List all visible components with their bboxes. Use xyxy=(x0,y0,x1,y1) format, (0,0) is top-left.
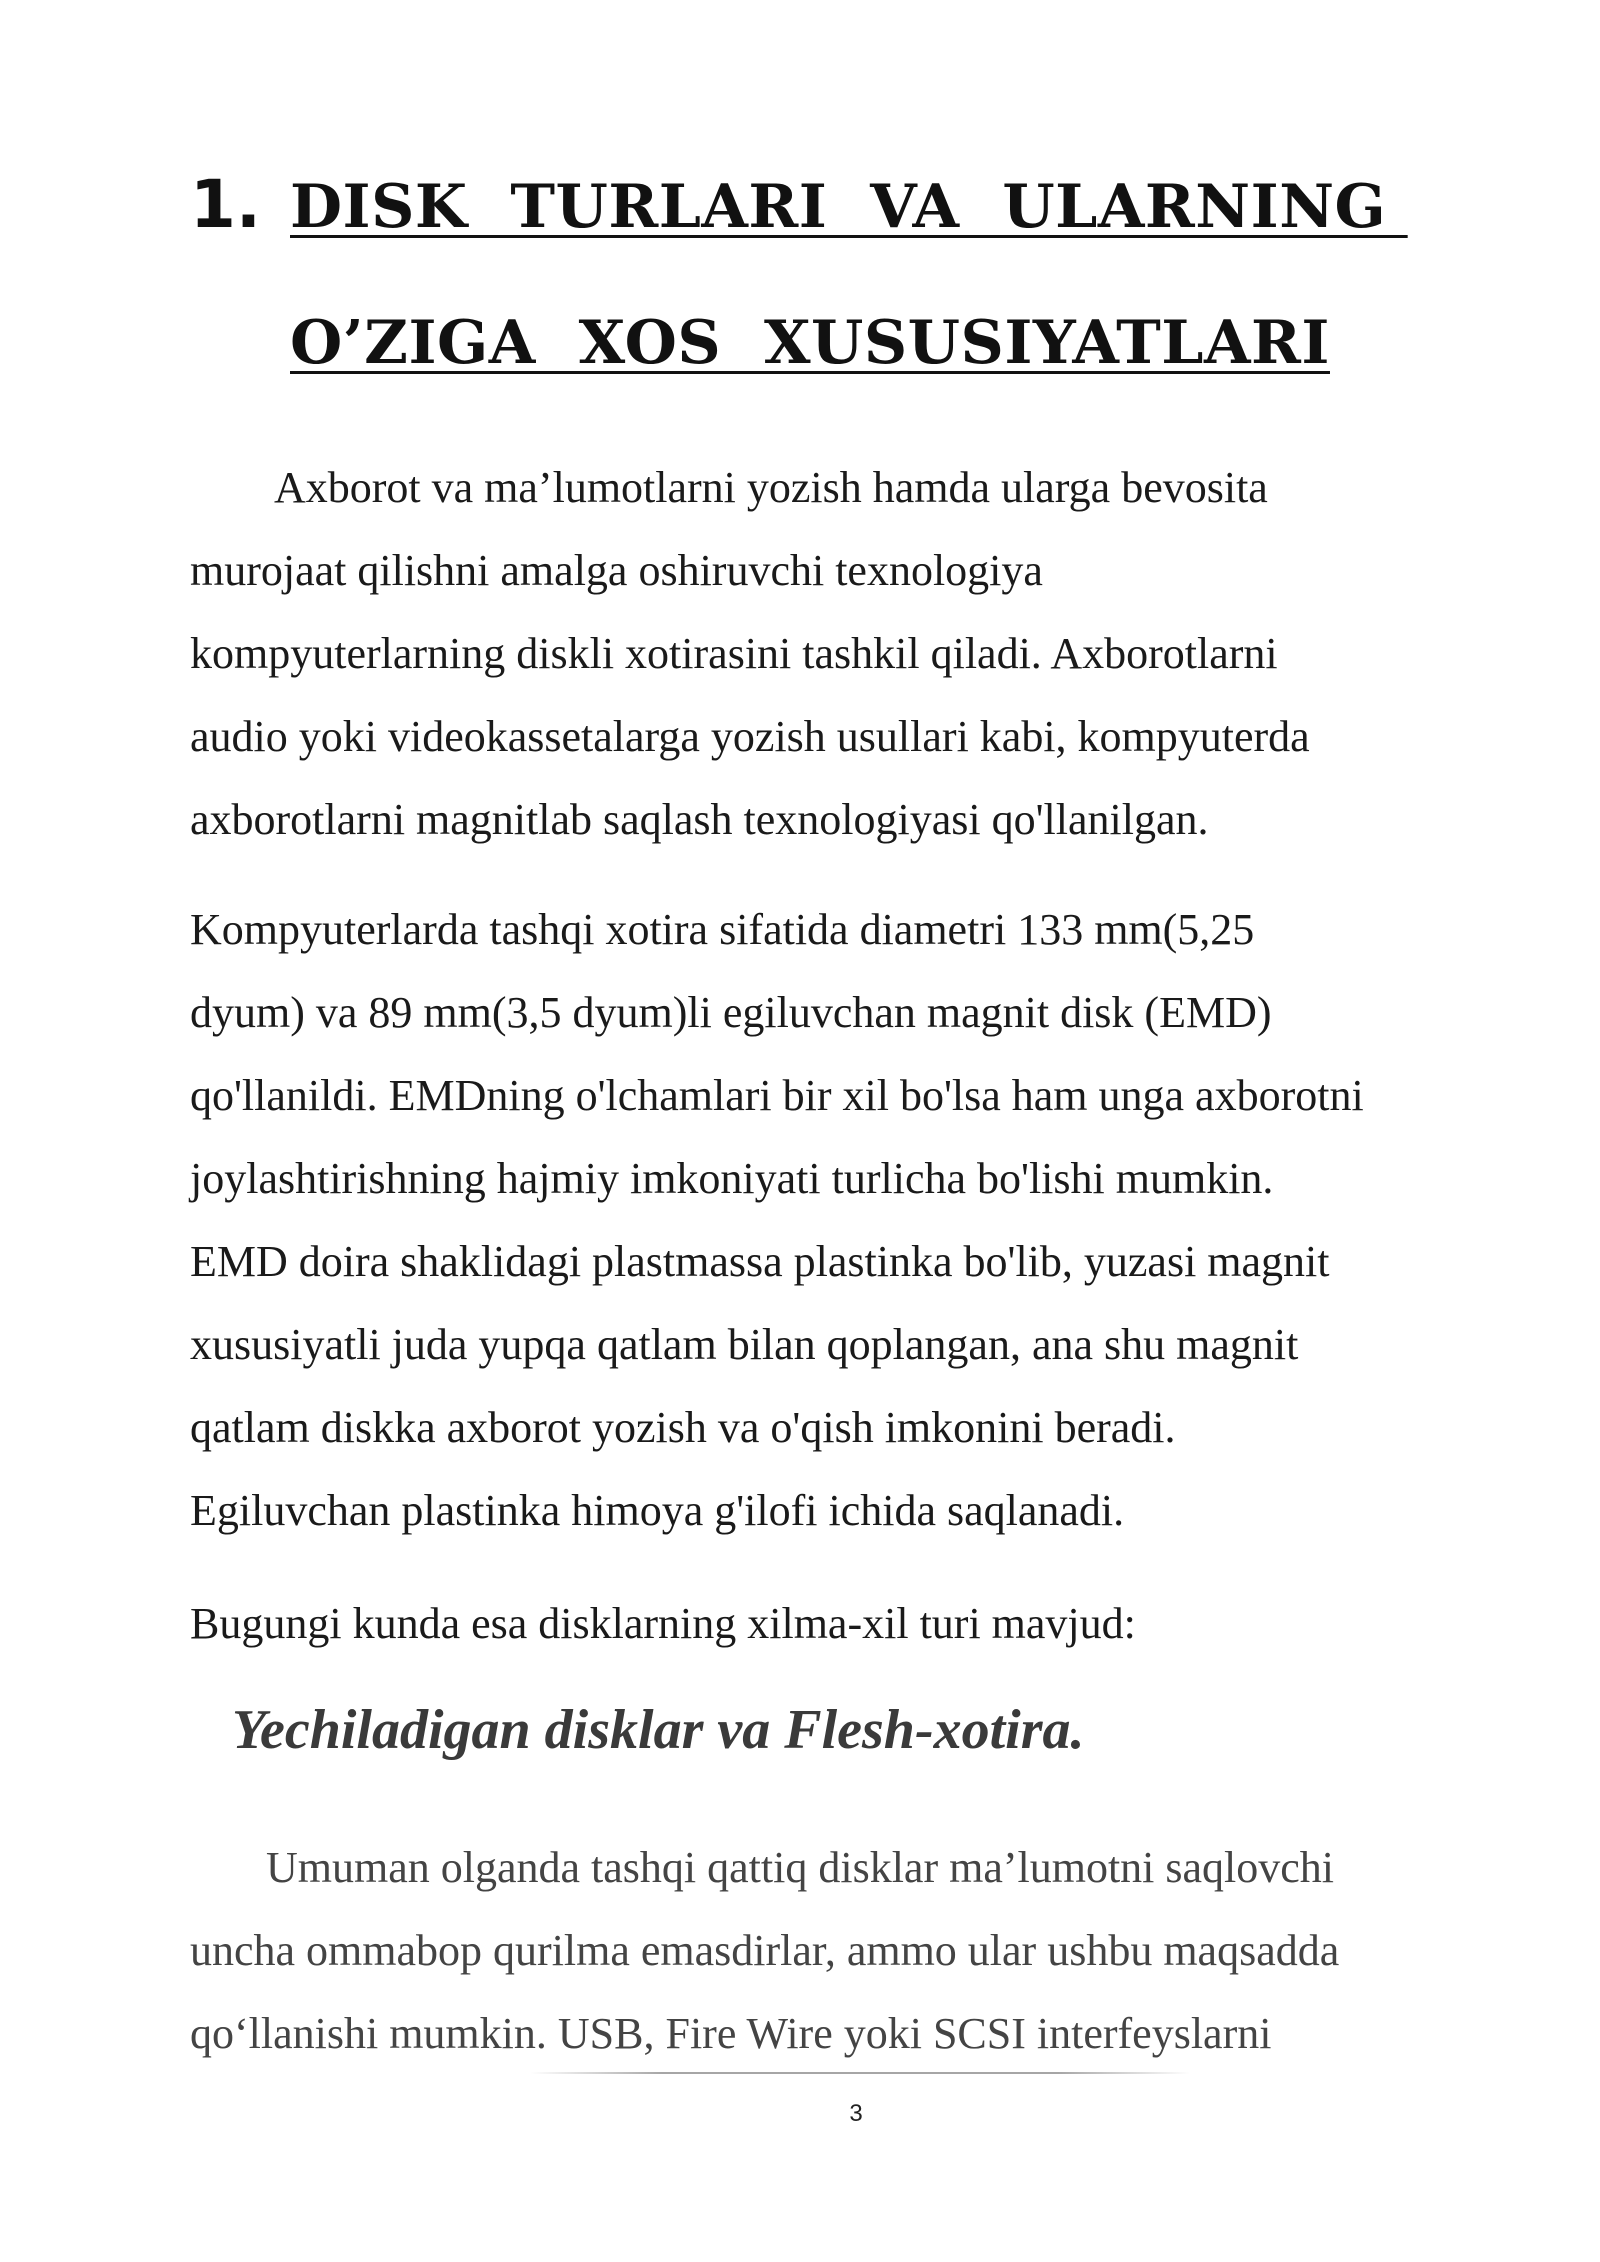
section-title-line-1: DISK TURLARI VA ULARNING xyxy=(290,172,1408,242)
text-line: Axborot va ma’lumotlarni yozish hamda ularga bevosita xyxy=(274,463,1268,512)
text-line: qatlam diskka axborot yozish va o'qish imkonini beradi. xyxy=(190,1403,1176,1452)
section-number: 1. xyxy=(190,166,261,243)
paragraph-1 xyxy=(190,446,1500,861)
text-line: qo‘llanishi mumkin. USB, Fire Wire yoki SCSI interfeyslarni xyxy=(190,2009,1272,2058)
text-line: qo'llanildi. EMDning o'lchamlari bir xil bo'lsa ham unga axborotni xyxy=(190,1071,1364,1120)
paragraph-3 xyxy=(190,1582,1500,1665)
text-line: Kompyuterlarda tashqi xotira sifatida diametri 133 mm(5,25 xyxy=(190,905,1255,954)
text-line: xususiyatli juda yupqa qatlam bilan qoplangan, ana shu magnit xyxy=(190,1320,1299,1369)
text-line: audio yoki videokassetalarga yozish usullari kabi, kompyuterda xyxy=(190,712,1310,761)
subsection-heading: Yechiladigan disklar va Flesh-xotira. xyxy=(232,1699,1085,1761)
text-line: Umuman olganda tashqi qattiq disklar ma’lumotni saqlovchi xyxy=(266,1843,1335,1892)
text-line: axborotlarni magnitlab saqlash texnologiyasi qo'llanilgan. xyxy=(190,795,1209,844)
paragraph-2 xyxy=(190,888,1500,1552)
paragraph-4 xyxy=(190,1826,1500,2075)
text-line: Egiluvchan plastinka himoya g'ilofi ichida saqlanadi. xyxy=(190,1486,1125,1535)
text-line: murojaat qilishni amalga oshiruvchi texnologiya xyxy=(190,546,1043,595)
text-line: Bugungi kunda esa disklarning xilma-xil turi mavjud: xyxy=(190,1599,1136,1648)
footer-divider xyxy=(530,2072,1190,2074)
text-line: EMD doira shaklidagi plastmassa plastinka bo'lib, yuzasi magnit xyxy=(190,1237,1330,1286)
text-line: joylashtirishning hajmiy imkoniyati turlicha bo'lishi mumkin. xyxy=(190,1154,1274,1203)
text-line: dyum) va 89 mm(3,5 dyum)li egiluvchan magnit disk (EMD) xyxy=(190,988,1272,1037)
section-title-line-2: O’ZIGA XOS XUSUSIYATLARI xyxy=(290,308,1330,378)
text-line: uncha ommabop qurilma emasdirlar, ammo ular ushbu maqsadda xyxy=(190,1926,1340,1975)
page-number: 3 xyxy=(849,2100,863,2127)
text-line: kompyuterlarning diskli xotirasini tashkil qiladi. Axborotlarni xyxy=(190,629,1278,678)
